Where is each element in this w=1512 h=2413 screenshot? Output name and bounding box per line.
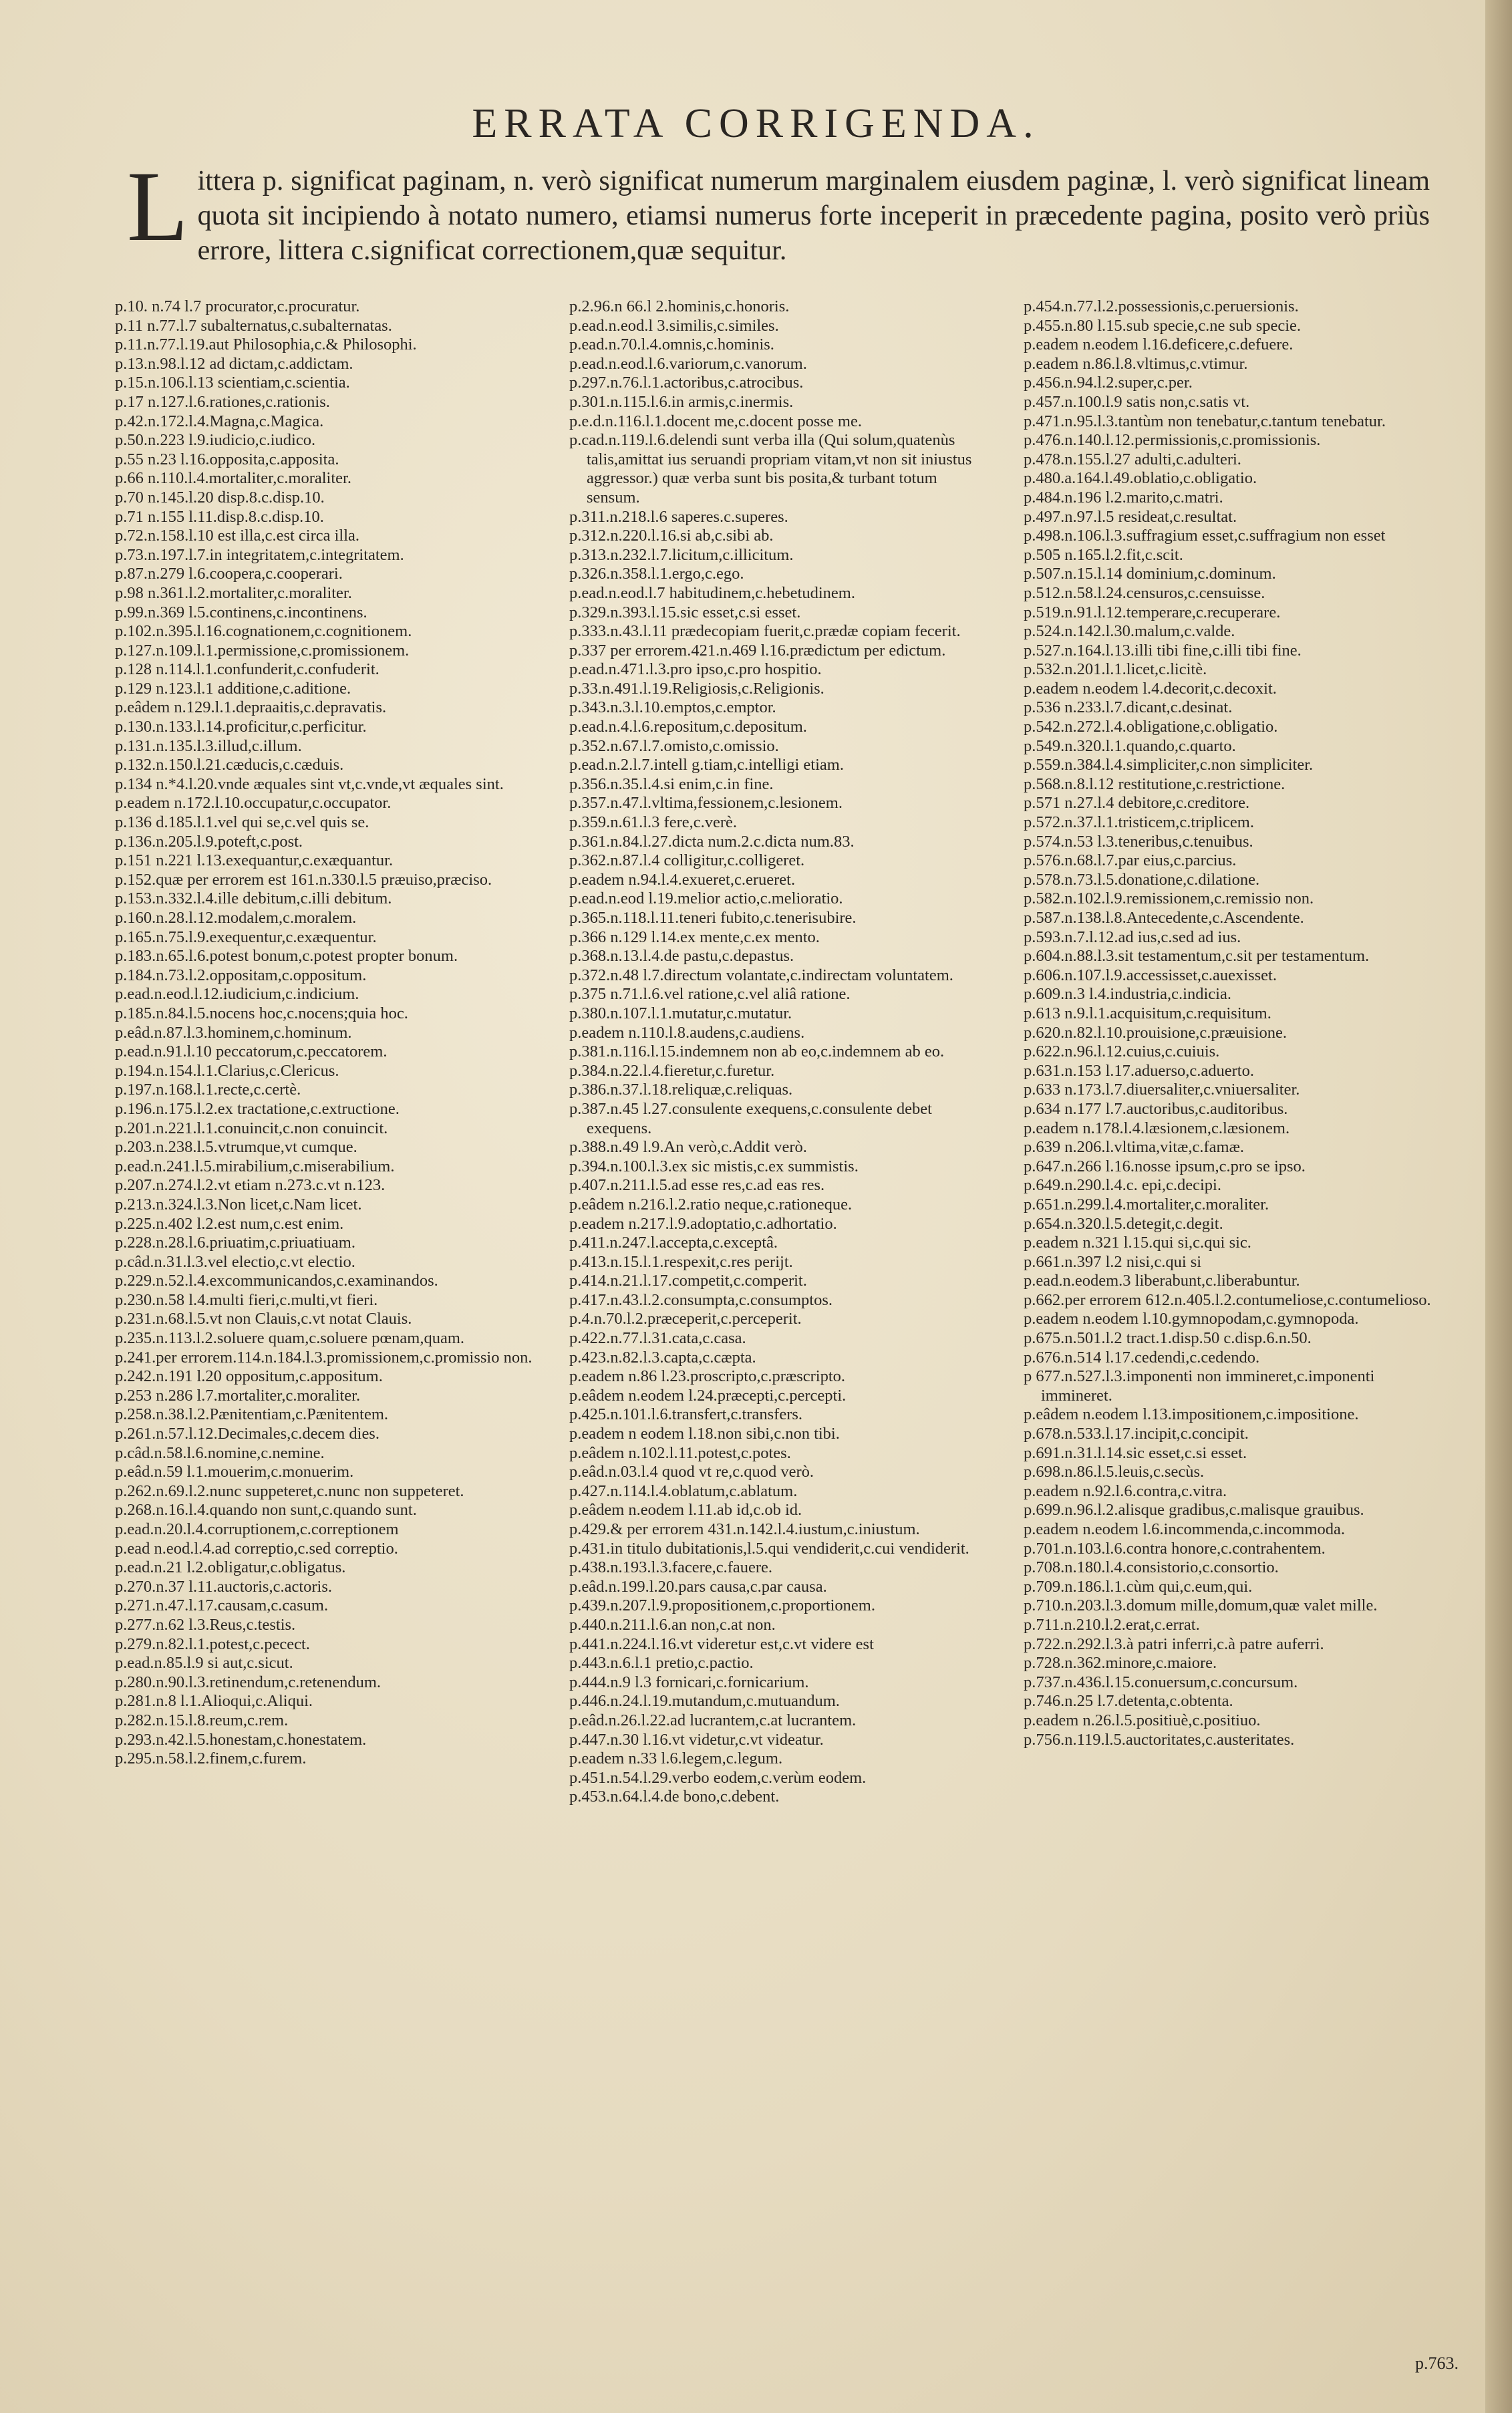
errata-entry: p.231.n.68.l.5.vt non Clauis,c.vt notat Clauis. — [115, 1310, 412, 1328]
errata-entry: p.604.n.88.l.3.sit testamentum,c.sit per testamentum. — [1024, 947, 1370, 966]
errata-entry: p.536 n.233.l.7.dicant,c.desinat. — [1024, 698, 1233, 717]
intro-text: ittera p. significat paginam, n. verò significat numerum marginalem eiusdem paginæ, l. verò significat lineam quota sit incipiendo à notato numero, etiamsi numerus forte inceperit in præcedente pagina, posito verò priùs errore, littera c.significat correctionem,quæ sequitur. — [197, 166, 1430, 266]
errata-entry: p.136 d.185.l.1.vel qui se,c.vel quis se. — [115, 813, 369, 832]
errata-entry: p.301.n.115.l.6.in armis,c.inermis. — [569, 392, 794, 411]
errata-entry: p.ead.n.eodem.3 liberabunt,c.liberabuntur. — [1024, 1272, 1300, 1290]
errata-entry: p.639 n.206.l.vltima,vitæ,c.famæ. — [1024, 1138, 1245, 1157]
errata-entry: p.439.n.207.l.9.propositionem,c.proportionem. — [569, 1596, 875, 1615]
errata-entry: p.229.n.52.l.4.excommunicandos,c.examinandos. — [115, 1272, 438, 1290]
errata-entry: p.eâd.n.87.l.3.hominem,c.hominum. — [115, 1023, 352, 1042]
errata-entry: p.311.n.218.l.6 saperes.c.superes. — [569, 507, 788, 526]
errata-entry: p.711.n.210.l.2.erat,c.errat. — [1024, 1615, 1200, 1634]
errata-entry: p.132.n.150.l.21.cæducis,c.cæduis. — [115, 756, 344, 774]
errata-entry: p.42.n.172.l.4.Magna,c.Magica. — [115, 412, 324, 430]
errata-entry: p.447.n.30 l.16.vt videtur,c.vt videatur. — [569, 1730, 824, 1749]
errata-entry: p.eâdem n.102.l.11.potest,c.potes. — [569, 1443, 791, 1462]
errata-entry: p.ead.n.eod l.19.melior actio,c.melioratio. — [569, 889, 843, 908]
errata-entry: p.33.n.491.l.19.Religiosis,c.Religionis. — [569, 679, 824, 698]
errata-entry: p.542.n.272.l.4.obligatione,c.obligatio. — [1024, 718, 1278, 736]
errata-entry: p.337 per errorem.421.n.469 l.16.prædictum per edictum. — [569, 641, 946, 660]
errata-entry: p.4.n.70.l.2.præceperit,c.perceperit. — [569, 1310, 802, 1328]
errata-entry: p.277.n.62 l.3.Reus,c.testis. — [115, 1615, 296, 1634]
catchword: p.763. — [1415, 2354, 1459, 2373]
errata-entry: p.eâdem n.eodem l.13.impositionem,c.impositione. — [1024, 1405, 1359, 1424]
errata-entry: p.eâd.n.26.l.22.ad lucrantem,c.at lucrantem. — [569, 1711, 857, 1729]
errata-entry: p.160.n.28.l.12.modalem,c.moralem. — [115, 909, 357, 927]
errata-entry: p.313.n.232.l.7.licitum,c.illicitum. — [569, 545, 794, 564]
errata-entry: p.eadem n.86.l.8.vltimus,c.vtimur. — [1024, 354, 1248, 373]
errata-entry: p.524.n.142.l.30.malum,c.valde. — [1024, 622, 1235, 641]
errata-entry: p.eadem n.86 l.23.proscripto,c.præscripto. — [569, 1367, 846, 1386]
errata-entry: p.ead.n.eod.l.7 habitudinem,c.hebetudinem. — [569, 583, 855, 602]
errata-entry: p.136.n.205.l.9.poteft,c.post. — [115, 832, 303, 851]
errata-entry: p.386.n.37.l.18.reliquæ,c.reliquas. — [569, 1081, 793, 1099]
errata-entry: p.698.n.86.l.5.leuis,c.secùs. — [1024, 1463, 1205, 1481]
errata-entry: p.ead n.eod.l.4.ad correptio,c.sed correptio. — [115, 1539, 398, 1558]
errata-entry: p.eâdem n.129.l.1.depraaitis,c.depravatis. — [115, 698, 387, 717]
errata-entry: p.235.n.113.l.2.soluere quam,c.soluere pœnam,quam. — [115, 1329, 465, 1348]
errata-entry: p.258.n.38.l.2.Pænitentiam,c.Pænitentem. — [115, 1405, 388, 1424]
errata-entry: p.456.n.94.l.2.super,c.per. — [1024, 374, 1193, 392]
errata-entry: p.357.n.47.l.vltima,fessionem,c.lesionem. — [569, 794, 843, 813]
errata-entry: p.457.n.100.l.9 satis non,c.satis vt. — [1024, 392, 1250, 411]
errata-entry: p.eadem n.eodem l.4.decorit,c.decoxit. — [1024, 679, 1277, 698]
errata-entry: p.73.n.197.l.7.in integritatem,c.integritatem. — [115, 545, 404, 564]
errata-entry: p.203.n.238.l.5.vtrumque,vt cumque. — [115, 1138, 357, 1157]
errata-entry: p.eadem n.178.l.4.læsionem,c.læsionem. — [1024, 1119, 1290, 1137]
errata-entry: p.eâdem n.eodem l.24.præcepti,c.percepti. — [569, 1386, 847, 1405]
errata-entry: p.381.n.116.l.15.indemnem non ab eo,c.indemnem ab eo. — [569, 1042, 945, 1061]
errata-entry: p.647.n.266 l.16.nosse ipsum,c.pro se ipso. — [1024, 1157, 1306, 1175]
errata-entry: p.ead.n.91.l.10 peccatorum,c.peccatorem. — [115, 1042, 388, 1061]
errata-entry: p.281.n.8 l.1.Alioqui,c.Aliqui. — [115, 1692, 313, 1711]
errata-entry: p.253 n.286 l.7.mortaliter,c.moraliter. — [115, 1386, 361, 1405]
errata-entry: p.ead.n.471.l.3.pro ipso,c.pro hospitio. — [569, 660, 822, 679]
errata-entry: p.66 n.110.l.4.mortaliter,c.moraliter. — [115, 469, 351, 488]
errata-entry: p.691.n.31.l.14.sic esset,c.si esset. — [1024, 1443, 1247, 1462]
errata-entry: p.242.n.191 l.20 oppositum,c.appositum. — [115, 1367, 383, 1386]
errata-entry: p.295.n.58.l.2.finem,c.furem. — [115, 1749, 307, 1768]
errata-entry: p.11.n.77.l.19.aut Philosophia,c.& Philosophi. — [115, 335, 417, 354]
errata-entry: p.eadem n.110.l.8.audens,c.audiens. — [569, 1023, 805, 1042]
errata-entry: p.196.n.175.l.2.ex tractatione,c.extructione. — [115, 1099, 400, 1118]
errata-entry: p.444.n.9 l.3 fornicari,c.fornicarium. — [569, 1673, 809, 1691]
errata-entry: p.722.n.292.l.3.à patri inferri,c.à patre auferri. — [1024, 1635, 1324, 1653]
errata-entry: p.127.n.109.l.1.permissione,c.promissionem. — [115, 641, 410, 660]
errata-column-3 — [1024, 297, 1445, 2362]
errata-entry: p.699.n.96.l.2.alisque gradibus,c.malisque grauibus. — [1024, 1501, 1364, 1520]
errata-entry: p.eâdem n.eodem l.11.ab id,c.ob id. — [569, 1501, 802, 1520]
errata-entry: p.593.n.7.l.12.ad ius,c.sed ad ius. — [1024, 928, 1241, 946]
errata-entry: p.361.n.84.l.27.dicta num.2.c.dicta num.83. — [569, 832, 855, 851]
errata-entry: p.654.n.320.l.5.detegit,c.degit. — [1024, 1214, 1223, 1233]
errata-entry: p.441.n.224.l.16.vt videretur est,c.vt videre est — [569, 1635, 874, 1653]
errata-entry: p.165.n.75.l.9.exequentur,c.exæquentur. — [115, 928, 377, 946]
errata-entry: p.eadem n.92.l.6.contra,c.vitra. — [1024, 1481, 1227, 1500]
errata-entry: p.130.n.133.l.14.proficitur,c.perficitur. — [115, 718, 367, 736]
errata-entry: p.343.n.3.l.10.emptos,c.emptor. — [569, 698, 776, 717]
errata-entry: p.128 n.114.l.1.confunderit,c.confuderit. — [115, 660, 380, 679]
errata-entry: p.676.n.514 l.17.cedendi,c.cedendo. — [1024, 1348, 1260, 1367]
errata-entry: p.359.n.61.l.3 fere,c.verè. — [569, 813, 738, 832]
errata-entry: p.270.n.37 l.11.auctoris,c.actoris. — [115, 1577, 333, 1596]
errata-entry: p.271.n.47.l.17.causam,c.casum. — [115, 1596, 329, 1615]
errata-entry: p.ead.n.2.l.7.intell g.tiam,c.intelligi etiam. — [569, 756, 844, 774]
errata-entry: p.634 n.177 l.7.auctoribus,c.auditoribus. — [1024, 1099, 1288, 1118]
errata-entry: p.578.n.73.l.5.donatione,c.dilatione. — [1024, 870, 1260, 889]
errata-entry: p.71 n.155 l.11.disp.8.c.disp.10. — [115, 507, 324, 526]
errata-entry: p.ead.n.eod.l.6.variorum,c.vanorum. — [569, 354, 807, 373]
errata-entry: p.620.n.82.l.10.prouisione,c.præuisione. — [1024, 1023, 1288, 1042]
errata-entry: p.411.n.247.l.accepta,c.exceptâ. — [569, 1234, 778, 1252]
errata-entry: p.230.n.58 l.4.multi fieri,c.multi,vt fieri. — [115, 1290, 378, 1309]
errata-entry: p.eadem n.33 l.6.legem,c.legum. — [569, 1749, 783, 1768]
errata-entry: p.571 n.27.l.4 debitore,c.creditore. — [1024, 794, 1250, 813]
errata-entry: p.eâd.n.03.l.4 quod vt re,c.quod verò. — [569, 1463, 814, 1481]
errata-entry: p.17 n.127.l.6.rationes,c.rationis. — [115, 392, 330, 411]
errata-entry: p.eadem n.26.l.5.positiuè,c.positiuo. — [1024, 1711, 1261, 1729]
errata-entry: p.480.a.164.l.49.oblatio,c.obligatio. — [1024, 469, 1257, 488]
errata-entry: p.213.n.324.l.3.Non licet,c.Nam licet. — [115, 1195, 362, 1214]
errata-entry: p.207.n.274.l.2.vt etiam n.273.c.vt n.123. — [115, 1176, 386, 1195]
errata-entry: p.505 n.165.l.2.fit,c.scit. — [1024, 545, 1183, 564]
page-edge — [1485, 0, 1512, 2413]
errata-entry: p.708.n.180.l.4.consistorio,c.consortio. — [1024, 1558, 1279, 1577]
intro-paragraph — [127, 151, 1430, 268]
errata-entry: p.549.n.320.l.1.quando,c.quarto. — [1024, 736, 1236, 755]
errata-entry: p.11 n.77.l.7 subalternatus,c.subalternatas. — [115, 316, 392, 335]
errata-entry: p.293.n.42.l.5.honestam,c.honestatem. — [115, 1730, 367, 1749]
errata-entry: p.454.n.77.l.2.possessionis,c.peruersionis. — [1024, 297, 1299, 315]
errata-entry: p.649.n.290.l.4.c. epi,c.decipi. — [1024, 1176, 1221, 1195]
errata-column-1 — [115, 297, 536, 2362]
errata-entry: p.184.n.73.l.2.oppositam,c.oppositum. — [115, 966, 367, 984]
errata-entry: p.280.n.90.l.3.retinendum,c.retenendum. — [115, 1673, 382, 1691]
errata-entry: p.440.n.211.l.6.an non,c.at non. — [569, 1615, 776, 1634]
errata-entry: p.ead.n.21 l.2.obligatur,c.obligatus. — [115, 1558, 346, 1577]
errata-entry: p.559.n.384.l.4.simpliciter,c.non simpliciter. — [1024, 756, 1314, 774]
errata-entry: p.709.n.186.l.1.cùm qui,c.eum,qui. — [1024, 1577, 1253, 1596]
errata-entry: p.710.n.203.l.3.domum mille,domum,quæ valet mille. — [1024, 1596, 1378, 1615]
errata-entry: p 677.n.527.l.3.imponenti non immineret,c.imponenti immineret. — [1024, 1367, 1375, 1405]
errata-entry: p.268.n.16.l.4.quando non sunt,c.quando sunt. — [115, 1501, 417, 1520]
errata-entry: p.438.n.193.l.3.facere,c.fauere. — [569, 1558, 773, 1577]
errata-entry: p.512.n.58.l.24.censuros,c.censuisse. — [1024, 583, 1265, 602]
errata-entry: p.633 n.173.l.7.diuersaliter,c.vniuersaliter. — [1024, 1081, 1300, 1099]
errata-entry: p.102.n.395.l.16.cognationem,c.cognitionem. — [115, 622, 412, 641]
errata-entry: p.eadem n.94.l.4.exueret,c.erueret. — [569, 870, 796, 889]
errata-entry: p.678.n.533.l.17.incipit,c.concipit. — [1024, 1425, 1249, 1443]
errata-entry: p.98 n.361.l.2.mortaliter,c.moraliter. — [115, 583, 352, 602]
errata-entry: p.eadem n.321 l.15.qui si,c.qui sic. — [1024, 1234, 1251, 1252]
errata-entry: p.225.n.402 l.2.est num,c.est enim. — [115, 1214, 344, 1233]
errata-entry: p.262.n.69.l.2.nunc suppeteret,c.nunc non suppeteret. — [115, 1481, 464, 1500]
errata-entry: p.câd.n.31.l.3.vel electio,c.vt electio. — [115, 1252, 355, 1271]
errata-entry: p.134 n.*4.l.20.vnde æquales sint vt,c.vnde,vt æquales sint. — [115, 774, 504, 793]
errata-entry: p.e.d.n.116.l.1.docent me,c.docent posse me. — [569, 412, 862, 430]
errata-entry: p.606.n.107.l.9.accessisset,c.auexisset. — [1024, 966, 1277, 984]
errata-entry: p.507.n.15.l.14 dominium,c.dominum. — [1024, 565, 1276, 583]
errata-entry: p.427.n.114.l.4.oblatum,c.ablatum. — [569, 1481, 798, 1500]
errata-entry: p.ead.n.eod.l.12.iudicium,c.indicium. — [115, 985, 359, 1004]
errata-entry: p.333.n.43.l.11 prædecopiam fuerit,c.prædæ copiam fecerit. — [569, 622, 961, 641]
errata-entry: p.ead.n.85.l.9 si aut,c.sicut. — [115, 1654, 293, 1673]
errata-entry: p.568.n.8.l.12 restitutione,c.restrictione. — [1024, 774, 1286, 793]
errata-entry: p.129 n.123.l.1 additione,c.aditione. — [115, 679, 351, 698]
errata-entry: p.368.n.13.l.4.de pastu,c.depastus. — [569, 947, 794, 966]
errata-entry: p.527.n.164.l.13.illi tibi fine,c.illi tibi fine. — [1024, 641, 1302, 660]
errata-entry: p.ead.n.241.l.5.mirabilium,c.miserabilium. — [115, 1157, 395, 1175]
errata-entry: p.387.n.45 l.27.consulente exequens,c.consulente debet exequens. — [569, 1099, 932, 1137]
errata-entry: p.478.n.155.l.27 adulti,c.adulteri. — [1024, 450, 1241, 468]
errata-entry: p.701.n.103.l.6.contra honore,c.contrahentem. — [1024, 1539, 1326, 1558]
errata-columns — [115, 297, 1445, 2362]
errata-entry: p.484.n.196 l.2.marito,c.matri. — [1024, 488, 1223, 507]
errata-entry: p.87.n.279 l.6.coopera,c.cooperari. — [115, 565, 343, 583]
errata-entry: p.312.n.220.l.16.si ab,c.sibi ab. — [569, 527, 774, 545]
errata-entry: p.429.& per errorem 431.n.142.l.4.iustum,c.iniustum. — [569, 1520, 920, 1538]
errata-entry: p.572.n.37.l.1.tristicem,c.triplicem. — [1024, 813, 1254, 832]
errata-entry: p.609.n.3 l.4.industria,c.indicia. — [1024, 985, 1231, 1004]
errata-entry: p.455.n.80 l.15.sub specie,c.ne sub specie. — [1024, 316, 1302, 335]
errata-entry: p.ead.n.eod.l 3.similis,c.similes. — [569, 316, 779, 335]
errata-entry: p.675.n.501.l.2 tract.1.disp.50 c.disp.6.n.50. — [1024, 1329, 1312, 1348]
errata-entry: p.55 n.23 l.16.opposita,c.apposita. — [115, 450, 339, 468]
errata-entry: p.261.n.57.l.12.Decimales,c.decem dies. — [115, 1425, 380, 1443]
errata-entry: p.728.n.362.minore,c.maiore. — [1024, 1654, 1217, 1673]
errata-entry: p.407.n.211.l.5.ad esse res,c.ad eas res. — [569, 1176, 825, 1195]
errata-entry: p.eadem n.172.l.10.occupatur,c.occupator. — [115, 794, 392, 813]
errata-entry: p.574.n.53 l.3.teneribus,c.tenuibus. — [1024, 832, 1253, 851]
errata-entry: p.366 n.129 l.14.ex mente,c.ex mento. — [569, 928, 820, 946]
errata-entry: p.eâdem n.216.l.2.ratio neque,c.rationeque. — [569, 1195, 853, 1214]
errata-entry: p.153.n.332.l.4.ille debitum,c.illi debitum. — [115, 889, 392, 908]
errata-entry: p.197.n.168.l.1.recte,c.certè. — [115, 1081, 301, 1099]
errata-entry: p.365.n.118.l.11.teneri fubito,c.tenerisubire. — [569, 909, 857, 927]
errata-entry: p.eadem n.eodem l.6.incommenda,c.incommoda. — [1024, 1520, 1346, 1538]
errata-entry: p.497.n.97.l.5 resideat,c.resultat. — [1024, 507, 1237, 526]
errata-entry: p.622.n.96.l.12.cuius,c.cuiuis. — [1024, 1042, 1220, 1061]
errata-column-2 — [569, 297, 990, 2362]
errata-entry: p.453.n.64.l.4.de bono,c.debent. — [569, 1788, 780, 1806]
errata-entry: p.2.96.n 66.l 2.hominis,c.honoris. — [569, 297, 790, 315]
errata-entry: p.183.n.65.l.6.potest bonum,c.potest propter bonum. — [115, 947, 458, 966]
errata-entry: p.446.n.24.l.19.mutandum,c.mutuandum. — [569, 1692, 840, 1711]
errata-entry: p.651.n.299.l.4.mortaliter,c.moraliter. — [1024, 1195, 1269, 1214]
errata-entry: p.ead.n.20.l.4.corruptionem,c.correptionem — [115, 1520, 399, 1538]
errata-entry: p.582.n.102.l.9.remissionem,c.remissio non. — [1024, 889, 1314, 908]
errata-entry: p.10. n.74 l.7 procurator,c.procuratur. — [115, 297, 360, 315]
errata-entry: p.15.n.106.l.13 scientiam,c.scientia. — [115, 374, 350, 392]
errata-entry: p.eadem n.217.l.9.adoptatio,c.adhortatio. — [569, 1214, 837, 1233]
errata-entry: p.631.n.153 l.17.aduerso,c.aduerto. — [1024, 1061, 1254, 1080]
errata-entry: p.414.n.21.l.17.competit,c.comperit. — [569, 1272, 807, 1290]
errata-entry: p.eadem n.eodem l.10.gymnopodam,c.gymnopoda. — [1024, 1310, 1359, 1328]
errata-entry: p.613 n.9.l.1.acquisitum,c.requisitum. — [1024, 1004, 1271, 1022]
errata-entry: p.ead.n.4.l.6.repositum,c.depositum. — [569, 718, 807, 736]
errata-entry: p.443.n.6.l.1 pretio,c.pactio. — [569, 1654, 754, 1673]
errata-entry: p.375 n.71.l.6.vel ratione,c.vel aliâ ratione. — [569, 985, 851, 1004]
errata-entry: p.451.n.54.l.29.verbo eodem,c.verùm eodem. — [569, 1768, 867, 1787]
errata-entry: p.352.n.67.l.7.omisto,c.omissio. — [569, 736, 779, 755]
errata-entry: p.326.n.358.l.1.ergo,c.ego. — [569, 565, 744, 583]
errata-entry: p.131.n.135.l.3.illud,c.illum. — [115, 736, 302, 755]
errata-entry: p.388.n.49 l.9.An verò,c.Addit verò. — [569, 1138, 807, 1157]
errata-entry: p.70 n.145.l.20 disp.8.c.disp.10. — [115, 488, 325, 507]
errata-entry: p.152.quæ per errorem est 161.n.330.l.5 præuiso,præciso. — [115, 870, 492, 889]
errata-entry: p.737.n.436.l.15.conuersum,c.concursum. — [1024, 1673, 1298, 1691]
page-title: ERRATA CORRIGENDA. — [472, 101, 1040, 146]
errata-entry: p.431.in titulo dubitationis,l.5.qui vendiderit,c.cui vendiderit. — [569, 1539, 969, 1558]
drop-cap: L — [127, 151, 188, 262]
errata-entry: p.576.n.68.l.7.par eius,c.parcius. — [1024, 851, 1237, 870]
errata-entry: p.282.n.15.l.8.reum,c.rem. — [115, 1711, 289, 1729]
errata-entry: p.380.n.107.l.1.mutatur,c.mutatur. — [569, 1004, 792, 1022]
errata-entry: p.756.n.119.l.5.auctoritates,c.austeritates. — [1024, 1730, 1295, 1749]
errata-entry: p.423.n.82.l.3.capta,c.cæpta. — [569, 1348, 756, 1367]
errata-entry: p.476.n.140.l.12.permissionis,c.promissionis. — [1024, 431, 1321, 450]
errata-entry: p.201.n.221.l.1.conuincit,c.non conuincit. — [115, 1119, 388, 1137]
errata-entry: p.99.n.369 l.5.continens,c.incontinens. — [115, 603, 367, 621]
errata-entry: p.356.n.35.l.4.si enim,c.in fine. — [569, 774, 774, 793]
errata-entry: p.279.n.82.l.1.potest,c.pecect. — [115, 1635, 310, 1653]
errata-entry: p.72.n.158.l.10 est illa,c.est circa illa. — [115, 527, 360, 545]
errata-entry: p.394.n.100.l.3.ex sic mistis,c.ex summistis. — [569, 1157, 859, 1175]
errata-entry: p.194.n.154.l.1.Clarius,c.Clericus. — [115, 1061, 339, 1080]
errata-entry: p.384.n.22.l.4.fieretur,c.furetur. — [569, 1061, 775, 1080]
errata-entry: p.413.n.15.l.1.respexit,c.res perijt. — [569, 1252, 793, 1271]
errata-entry: p.câd.n.58.l.6.nomine,c.nemine. — [115, 1443, 325, 1462]
errata-entry: p.eâd.n.59 l.1.mouerim,c.monuerim. — [115, 1463, 354, 1481]
errata-entry: p.746.n.25 l.7.detenta,c.obtenta. — [1024, 1692, 1233, 1711]
errata-entry: p.151 n.221 l.13.exequantur,c.exæquantur. — [115, 851, 394, 870]
errata-entry: p.ead.n.70.l.4.omnis,c.hominis. — [569, 335, 774, 354]
errata-entry: p.297.n.76.l.1.actoribus,c.atrocibus. — [569, 374, 804, 392]
errata-entry: p.372.n.48 l.7.directum volantate,c.indirectam voluntatem. — [569, 966, 953, 984]
errata-entry: p.362.n.87.l.4 colligitur,c.colligeret. — [569, 851, 805, 870]
errata-entry: p.eâd.n.199.l.20.pars causa,c.par causa. — [569, 1577, 827, 1596]
errata-entry: p.185.n.84.l.5.nocens hoc,c.nocens;quia hoc. — [115, 1004, 408, 1022]
errata-entry: p.471.n.95.l.3.tantùm non tenebatur,c.tantum tenebatur. — [1024, 412, 1386, 430]
errata-entry: p.50.n.223 l.9.iudicio,c.iudico. — [115, 431, 316, 450]
errata-entry: p.329.n.393.l.15.sic esset,c.si esset. — [569, 603, 801, 621]
errata-entry: p.417.n.43.l.2.consumpta,c.consumptos. — [569, 1290, 833, 1309]
errata-entry: p.532.n.201.l.1.licet,c.licitè. — [1024, 660, 1207, 679]
errata-entry: p.661.n.397 l.2 nisi,c.qui si — [1024, 1252, 1202, 1271]
errata-entry: p.eadem n eodem l.18.non sibi,c.non tibi. — [569, 1425, 840, 1443]
errata-entry: p.662.per errorem 612.n.405.l.2.contumeliose,c.contumelioso. — [1024, 1290, 1431, 1309]
errata-entry: p.cad.n.119.l.6.delendi sunt verba illa (Qui solum,quatenùs talis,amittat ius seruandi propriam vitam,vt non sit iniustus aggressor.) quæ verba sunt bis posita,& turbant totum sensum. — [569, 431, 972, 507]
errata-entry: p.13.n.98.l.12 ad dictam,c.addictam. — [115, 354, 353, 373]
errata-entry: p.228.n.28.l.6.priuatim,c.priuatiuam. — [115, 1234, 355, 1252]
errata-entry: p.498.n.106.l.3.suffragium esset,c.suffragium non esset — [1024, 527, 1386, 545]
errata-entry: p.241.per errorem.114.n.184.l.3.promissionem,c.promissio non. — [115, 1348, 533, 1367]
errata-entry: p.422.n.77.l.31.cata,c.casa. — [569, 1329, 746, 1348]
errata-entry: p.eadem n.eodem l.16.deficere,c.defuere. — [1024, 335, 1294, 354]
errata-entry: p.425.n.101.l.6.transfert,c.transfers. — [569, 1405, 803, 1424]
errata-entry: p.519.n.91.l.12.temperare,c.recuperare. — [1024, 603, 1281, 621]
errata-entry: p.587.n.138.l.8.Antecedente,c.Ascendente. — [1024, 909, 1304, 927]
